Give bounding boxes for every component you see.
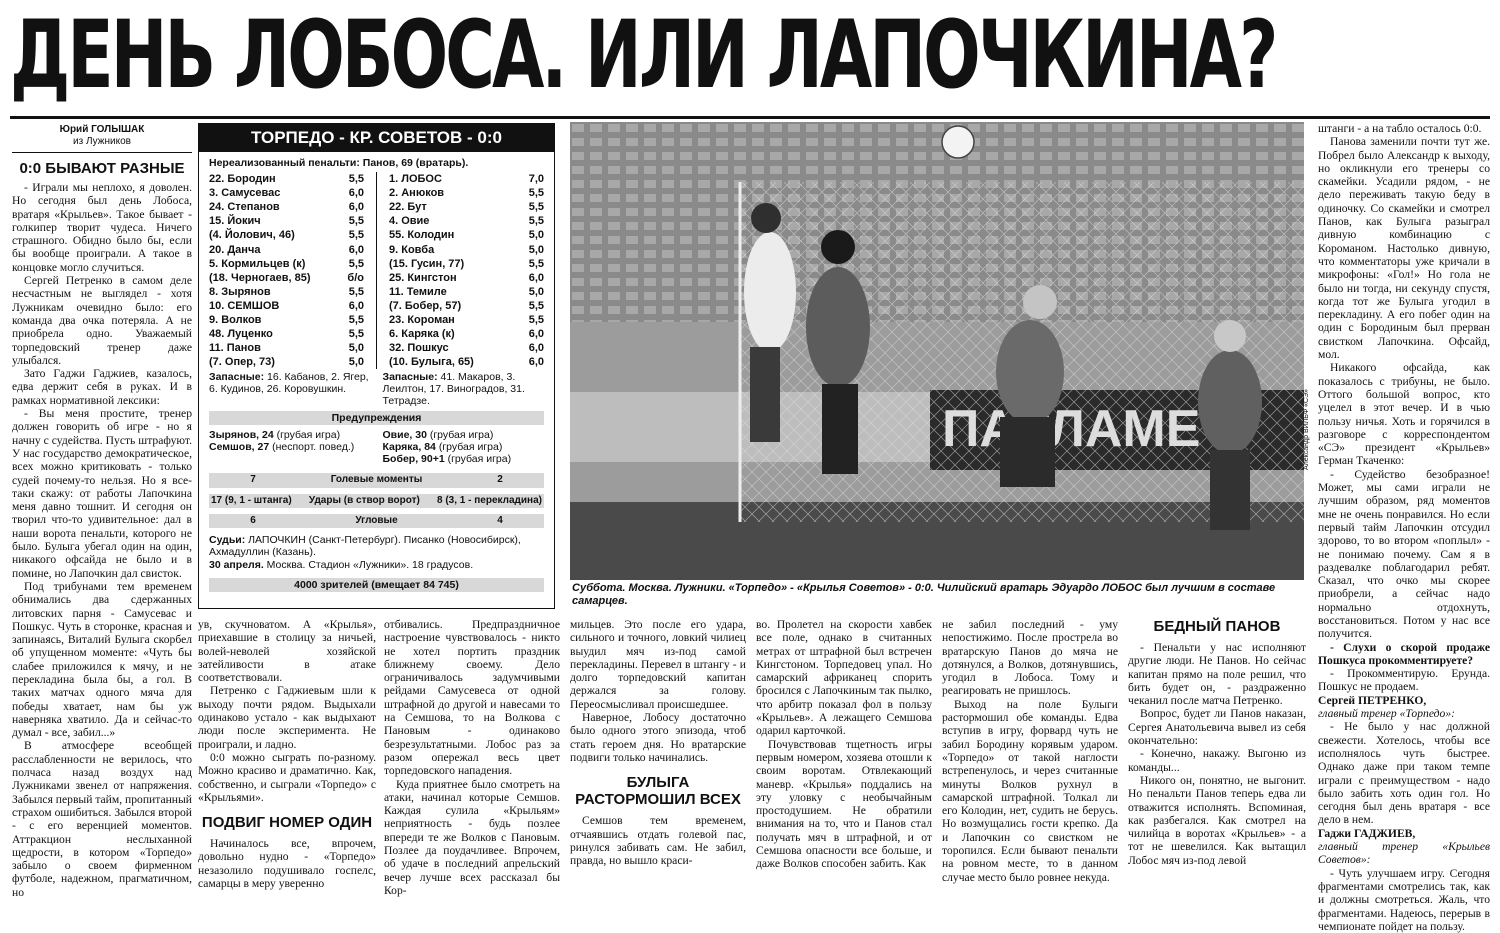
player-row: [209, 355, 364, 369]
paragraph: Почувствовав тщетность игры первым номером, хозяева отошли к своим воротам. Отвлекающий маневр. «Крылья» поддались на эту уловку с необычайным простодушием. Не обратили внимания на то, что и Панов стал получать мяч в штрафной, и от Семшова опасности все больше, и даже Волков способен забить. Как: [756, 737, 932, 871]
coach-name: Гаджи ГАДЖИЕВ,: [1318, 826, 1416, 840]
player-row: [389, 243, 544, 257]
player-name: 48. Луценко: [209, 328, 273, 341]
lineup-divider: [376, 172, 377, 369]
headline: ДЕНЬ ЛОБОСА. ИЛИ ЛАПОЧКИНА?: [10, 1, 1276, 110]
player-rating: 5,5: [348, 285, 364, 298]
player-rating: 5,0: [348, 342, 364, 355]
stat-home: 6: [250, 514, 256, 526]
player-rating: 6,0: [348, 201, 364, 214]
paragraph: отбивались. Предпраздничное настроение чувствовалось - никто не хотел портить праздник ближнему своему. Дело ограничивалось задумчивыми рейдами Самусевеса от одной штрафной до другой и навесами то на Семшова, то на Волкова с Пановым - одинаково безрезультатными. Лобос раз за разом опережал весь цвет торпедовского нападения.: [384, 618, 560, 778]
player-name: 24. Степанов: [209, 201, 280, 214]
warning-reason: (грубая игра): [438, 441, 503, 454]
player-rating: 6,0: [528, 271, 544, 284]
paragraph: Никакого офсайда, как показалось с трибуны, не было. Оттого большой вопрос, кто уцелел в этот вечер. И в чью пользу ничья. Хоть и горячился в разговоре с корреспондентом «СЭ» президент «Крыльев» Герман Ткаченко:: [1318, 361, 1490, 468]
warning-reason: (грубая игра): [276, 429, 341, 442]
player-rating: 5,0: [528, 243, 544, 256]
player-name: 11. Панов: [209, 342, 261, 355]
player-row: [209, 257, 364, 271]
player-rating: 5,5: [528, 299, 544, 312]
paragraph: - Не было у нас должной свежести. Хотелось, чтобы все исполнялось чуть быстрее. Однако даже при таком темпе играли с преимуществом - надо было забить хоть один гол. Но сегодня был день вратаря - все дело в нем.: [1318, 720, 1490, 827]
photo-caption: Суббота. Москва. Лужники. «Торпедо» - «Крылья Советов» - 0:0. Чилийский вратарь Эдуардо ЛОБОС был лучшим в составе самарцев.: [572, 582, 1276, 607]
paragraph: Наверное, Лобосу достаточно было одного этого эпизода, чтоб стать героем дня. Но вратарские подвиги только начинались.: [570, 711, 746, 764]
article-column-3: [384, 618, 560, 897]
player-rating: б/о: [347, 271, 364, 284]
player-rating: 7,0: [528, 173, 544, 186]
paragraph: - Судейство безобразное! Может, мы сами играли не лучшим образом, ряд моментов мне не очень понравился. Но если первый тайм Лапочкин отсудил здорово, то во втором «поплыл» - не понимаю почему. Сам я в раздевалке поблагодарил ребят. Сказал, что очко мы скорее приобрели, а сейчас надо нормально отдохнуть, восстановиться. Потом у нас все получится.: [1318, 467, 1490, 641]
warning-player: Бобер, 90+1: [382, 453, 445, 466]
player-row: [209, 327, 364, 341]
coach-role: главный тренер «Торпедо»:: [1318, 707, 1455, 721]
article-column-8: [1318, 122, 1490, 933]
warning-reason: (грубая игра): [447, 453, 512, 466]
paragraph: Вопрос, будет ли Панов наказан, Сергея Анатольевича вывел из себя окончательно:: [1128, 707, 1306, 748]
paragraph: - Пенальти у нас исполняют другие люди. Не Панов. Но сейчас капитан прямо на поле решил, что бить будет он, - раздраженно чеканил после матча Петренко.: [1128, 641, 1306, 708]
article-column-7: [1128, 618, 1306, 867]
player-name: 8. Зырянов: [209, 285, 271, 298]
headline-rule: [10, 116, 1490, 119]
player-rating: 5,0: [528, 229, 544, 242]
article-column-2: [198, 618, 376, 891]
player-rating: 5,0: [528, 285, 544, 298]
away-lineup: [389, 172, 544, 369]
home-warnings: [209, 429, 371, 465]
stat-label: Удары (в створ ворот): [308, 494, 420, 506]
subs-label: Запасные:: [209, 371, 265, 384]
subhead: ПОДВИГ НОМЕР ОДИН: [201, 814, 373, 832]
paragraph: 0:0 можно сыграть по-разному. Можно красиво и драматично. Как, собственно, и сыграли «Торпедо» с «Крыльями».: [198, 750, 376, 804]
player-row: [209, 200, 364, 214]
player-name: 25. Кингстон: [389, 271, 457, 284]
stat-away: 4: [497, 514, 503, 526]
player-name: 23. Короман: [389, 314, 455, 327]
attendance: 4000 зрителей (вмещает 84 745): [209, 578, 544, 592]
player-name: 32. Пошкус: [389, 342, 449, 355]
player-rating: 6,0: [528, 328, 544, 341]
player-name: 9. Волков: [209, 314, 262, 327]
player-name: 22. Бут: [389, 201, 427, 214]
player-name: 10. СЕМШОВ: [209, 299, 280, 312]
referees-list: ЛАПОЧКИН (Санкт-Петербург). Писанко (Новосибирск), Ахмадуллин (Казань).: [209, 533, 521, 559]
penalty-note: Нереализованный пенальти: Панов, 69 (вратарь).: [209, 157, 469, 169]
subhead: БУЛЫГА РАСТОРМОШИЛ ВСЕХ: [575, 774, 741, 809]
paragraph: мильцев. Это после его удара, сильного и точного, ловкий чилиец выудил мяч из-под самой перекладины. Перевел в штангу - и долго торпедовский капитан держался за голову. Переосмысливал происшедшее.: [570, 618, 746, 711]
player-name: 6. Каряка (к): [389, 328, 455, 341]
player-name: 1. ЛОБОС: [389, 173, 442, 186]
player-name: 55. Колодин: [389, 229, 455, 242]
stat-home: 7: [250, 474, 256, 486]
photo-credit: Александр ВИЛЬФ «СЭ»: [1303, 389, 1310, 470]
player-rating: 5,5: [348, 328, 364, 341]
match-stats-box: [198, 123, 555, 609]
player-row: [389, 172, 544, 186]
paragraph: Никого он, понятно, не выгонит. Но пенальти Панов теперь едва ли отважится исполнять. Вспоминая, как разбегался. Как смотрел на чилийца в воротах «Крыльев» - а тот не шевелился. Как вытащил Лобос мяч из-под левой: [1128, 773, 1306, 867]
player-name: 5. Кормильцев (к): [209, 257, 306, 270]
paragraph: не забил последний - уму непостижимо. После прострела во вратарскую Панов до мяча не дотянулся, а Волков, дотянувшись, угодил в Лобоса. Тому и реагировать не пришлось.: [942, 618, 1118, 698]
player-name: (18. Черногаев, 85): [209, 271, 311, 284]
substitutes: [209, 371, 544, 407]
player-rating: 6,0: [348, 187, 364, 200]
paragraph: - Чуть улучшаем игру. Сегодня фрагментами смотрелись так, как и должны смотреться. Жаль, что фрагментами. Надеюсь, перерыв в чемпионате пойдет на пользу.: [1318, 866, 1490, 933]
player-rating: 5,5: [348, 215, 364, 228]
player-row: [209, 172, 364, 186]
player-row: [209, 285, 364, 299]
player-rating: 5,5: [528, 314, 544, 327]
player-rating: 6,0: [348, 243, 364, 256]
warning-player: Каряка, 84: [382, 441, 436, 454]
stat-corners: [209, 514, 544, 528]
player-row: [389, 228, 544, 242]
player-name: 20. Данча: [209, 243, 261, 256]
lineups: [209, 172, 544, 369]
player-row: [389, 186, 544, 200]
paragraph: Зато Гаджи Гаджиев, казалось, едва держит себя в руках. И в рамках нормативной лексики:: [12, 367, 192, 407]
warnings: [209, 429, 544, 465]
player-name: (7. Бобер, 57): [389, 299, 462, 312]
home-subs: [209, 371, 371, 407]
player-name: 3. Самусевас: [209, 187, 281, 200]
coach-name: Сергей ПЕТРЕНКО,: [1318, 693, 1427, 707]
paragraph: В атмосфере всеобщей расслабленности не верилось, что полчаса назад воздух над Лужниками звенел от напряжения. Забылся первый тайм, пропитанный страхом ошибиться. Забылся второй - с его веренцией моментов. Аттракцион неслыханной щедрости, в котором «Торпедо» забыло о своем фирменном футболе, надежном, прагматичном, но: [12, 739, 192, 899]
player-rating: 5,5: [528, 257, 544, 270]
stat-away: 2: [497, 474, 503, 486]
away-warnings: [383, 429, 545, 465]
player-rating: 5,5: [348, 173, 364, 186]
player-rating: 6,0: [348, 299, 364, 312]
article-column-5: [756, 618, 932, 871]
stat-shots: [209, 494, 544, 508]
paragraph: Куда приятнее было смотреть на атаки, начинал которые Семшов. Каждая сулила «Крыльям» неприятность - будь позлее впереди те же Волков с Пановым. Позлее да поудачливее. Впрочем, об удаче в последний апрельский вечер лучше всех рассказал бы Кор-: [384, 777, 560, 897]
photo-illustration: [570, 122, 1304, 580]
subs-list: 41. Макаров, 3. Леилтон, 17. Виноградов, 31. Тетрадзе.: [382, 371, 525, 408]
player-name: 4. Овие: [389, 215, 430, 228]
paragraph: ув, скучноватом. А «Крылья», приехавшие в столицу за ничьей, волей-неволей хозяйской затейливости в атаке соответствовали.: [198, 618, 376, 685]
byline-location: из Лужников: [73, 136, 131, 147]
player-row: [209, 186, 364, 200]
player-row: [389, 214, 544, 228]
stat-home: 17 (9, 1 - штанга): [211, 494, 292, 506]
referees-label: Судьи:: [209, 533, 246, 546]
player-row: [389, 285, 544, 299]
player-rating: 5,5: [528, 215, 544, 228]
stat-away: 8 (3, 1 - перекладина): [437, 494, 542, 506]
player-name: (7. Опер, 73): [209, 356, 275, 369]
byline: [12, 124, 192, 148]
player-row: [209, 243, 364, 257]
paragraph: штанги - а на табло осталось 0:0.: [1318, 122, 1482, 135]
warning-reason: (неспорт. повед.): [272, 441, 355, 454]
player-name: 2. Анюков: [389, 187, 445, 200]
match-date-venue: [209, 559, 544, 572]
match-date: 30 апреля.: [209, 558, 264, 571]
paragraph: Семшов тем временем, отчаявшись отдать голевой пас, ринулся забивать сам. Не забил, правда, но вышло краси-: [570, 814, 746, 868]
article-column-1: [12, 158, 192, 899]
player-rating: 6,0: [528, 342, 544, 355]
warning-reason: (грубая игра): [429, 429, 494, 442]
paragraph: - Прокомментирую. Ерунда. Пошкус не продаем.: [1318, 667, 1490, 694]
paragraph: - Играли мы неплохо, я доволен. Но сегодня был день Лобоса, вратаря «Крыльев». Такое бывает - голкипер творит чудеса. Ничего страшного. Обидно было бы, если бы вообще проиграли. А такое в концовке могло случиться.: [12, 181, 192, 274]
question: - Слухи о скорой продаже Пошкуса прокомментируете?: [1318, 640, 1490, 667]
paragraph: - Вы меня простите, тренер должен говорить об игре - но я начну с судейства. Пусть штрафуют. У нас государство демократическое, всех можно критиковать - только судей почему-то нельзя. Но я все-таки скажу: от работы Лапочкина меня давно тошнит. И сегодня он творил что-то удивительное: дал в наши ворота пенальти, которого не было. Булыга убегал один на один, никакого офсайда не было и в помине, но Лапочкин дал свисток.: [12, 407, 192, 580]
player-rating: 5,5: [348, 257, 364, 270]
away-subs: [383, 371, 545, 407]
player-row: [209, 341, 364, 355]
byline-author: Юрий ГОЛЫШАК: [59, 124, 145, 135]
player-row: [209, 214, 364, 228]
subs-list: 16. Кабанов, 2. Ягер, 6. Кудинов, 26. Коровушкин.: [209, 371, 369, 396]
paragraph: во. Пролетел на скорости хавбек все поле, однако в считанных метрах от штрафной был встречен Кингстоном. Торпедовец упал. Но самарский африканец спорить бросился с Лапочкиным так пылко, что арбитр показал фол в пользу «Крыльев». А лежащего Семшова одарил карточкой.: [756, 618, 932, 738]
paragraph: Панова заменили почти тут же. Побрел было Александр к выходу, но окликнули его тренеры со скамейки. Усадили рядом, - не дело переживать такую беду в одиночку. Со скамейки и смотрел Панов, как Булыга разыграл дивную комбинацию с Короманом. Настолько дивную, что комментаторы уже кричали в микрофоны: «Гол!» Но гола не было ни тогда, ни секунду спустя, когда тот же Булыга угодил в перекладину. А его побег один на один с Бородиным был прерван свистком Лапочкина. Офсайд, мол.: [1318, 135, 1490, 362]
paragraph: Выход на поле Булыги растормошил обе команды. Едва вступив в игру, форвард чуть не забил Бородину корявым ударом. «Торпедо» от такой наглости встрепенулось, и через считанные минуты Волков рухнул в самарской штрафной. Толкал ли его Колодин, нет, судить не берусь. Но возмущались гости крепко. Да и Лапочкин со свистком не торопился. Если бывают пенальти на ровном месте, то в данном случае место было ровнее некуда.: [942, 697, 1118, 884]
player-row: [209, 271, 364, 285]
player-rating: 5,5: [348, 314, 364, 327]
player-row: [209, 299, 364, 313]
player-row: [389, 257, 544, 271]
subhead: 0:0 БЫВАЮТ РАЗНЫЕ: [19, 160, 185, 177]
warning-player: Овие, 30: [382, 429, 427, 442]
player-name: 22. Бородин: [209, 173, 276, 186]
subs-label: Запасные:: [382, 371, 438, 384]
player-row: [209, 313, 364, 327]
referees: [209, 534, 544, 559]
player-rating: 6,0: [528, 356, 544, 369]
paragraph: Петренко с Гаджиевым шли к выходу почти рядом. Выдыхали одинаково устало - как выдыхают люди после эксперимента. Не проиграли, и ладно.: [198, 684, 376, 751]
player-row: [389, 299, 544, 313]
home-lineup: [209, 172, 364, 369]
match-venue: Москва. Стадион «Лужники». 18 градусов.: [266, 558, 474, 571]
player-rating: 5,5: [528, 201, 544, 214]
byline-rule: [12, 152, 192, 153]
stat-label: Голевые моменты: [330, 474, 423, 486]
player-name: 9. Ковба: [389, 243, 435, 256]
stat-goal-chances: [209, 473, 544, 487]
paragraph: Начиналось все, впрочем, довольно нудно - «Торпедо» незазолило подушивало госпелс, самарцы в меру уверенно: [198, 837, 376, 891]
player-rating: 5,5: [528, 187, 544, 200]
subhead: БЕДНЫЙ ПАНОВ: [1153, 618, 1281, 635]
player-name: 11. Темиле: [389, 285, 447, 298]
player-name: (10. Булыга, 65): [389, 356, 474, 369]
warning-player: Семшов, 27: [209, 441, 270, 454]
player-row: [389, 200, 544, 214]
paragraph: Сергей Петренко в самом деле несчастным не выглядел - хотя Лужникам очевидно было: его команда два очка потеряла. А не приобрела одно. Уважаемый торпедовский тренер даже улыбался.: [12, 274, 192, 367]
match-photo: [570, 122, 1304, 580]
match-title: ТОРПЕДО - КР. СОВЕТОВ - 0:0: [199, 124, 554, 152]
player-row: [389, 327, 544, 341]
coach-role: главный тренер «Крыльев Советов»:: [1318, 840, 1490, 867]
article-column-4: [570, 618, 746, 868]
player-row: [389, 341, 544, 355]
player-name: 15. Йокич: [209, 215, 261, 228]
player-row: [389, 355, 544, 369]
player-row: [389, 271, 544, 285]
player-name: (4. Йолович, 46): [209, 229, 295, 242]
player-row: [389, 313, 544, 327]
player-rating: 5,0: [348, 356, 364, 369]
paragraph: Под трибунами тем временем обнимались два сдержанных литовских парня - Самусевас и Пошкус. Чуть в сторонке, красная и запинаясь, Виталий Булыга скорбел об упущенном моменте: «Чуть бы слабее приложился к мячу, и не перекладина была бы, а гол. В таких матчах одного мяча для победы хватает, нам бы уж наверняка хватило. Да и сейчас-то думал - все, забил...»: [12, 579, 192, 740]
warnings-title: Предупреждения: [209, 411, 544, 425]
player-name: (15. Гусин, 77): [389, 257, 465, 270]
stat-label: Угловые: [355, 514, 398, 526]
player-rating: 5,5: [348, 229, 364, 242]
article-column-6: [942, 618, 1118, 884]
warning-player: Зырянов, 24: [209, 429, 274, 442]
player-row: [209, 228, 364, 242]
paragraph: - Конечно, накажу. Выгоню из команды...: [1128, 747, 1306, 774]
